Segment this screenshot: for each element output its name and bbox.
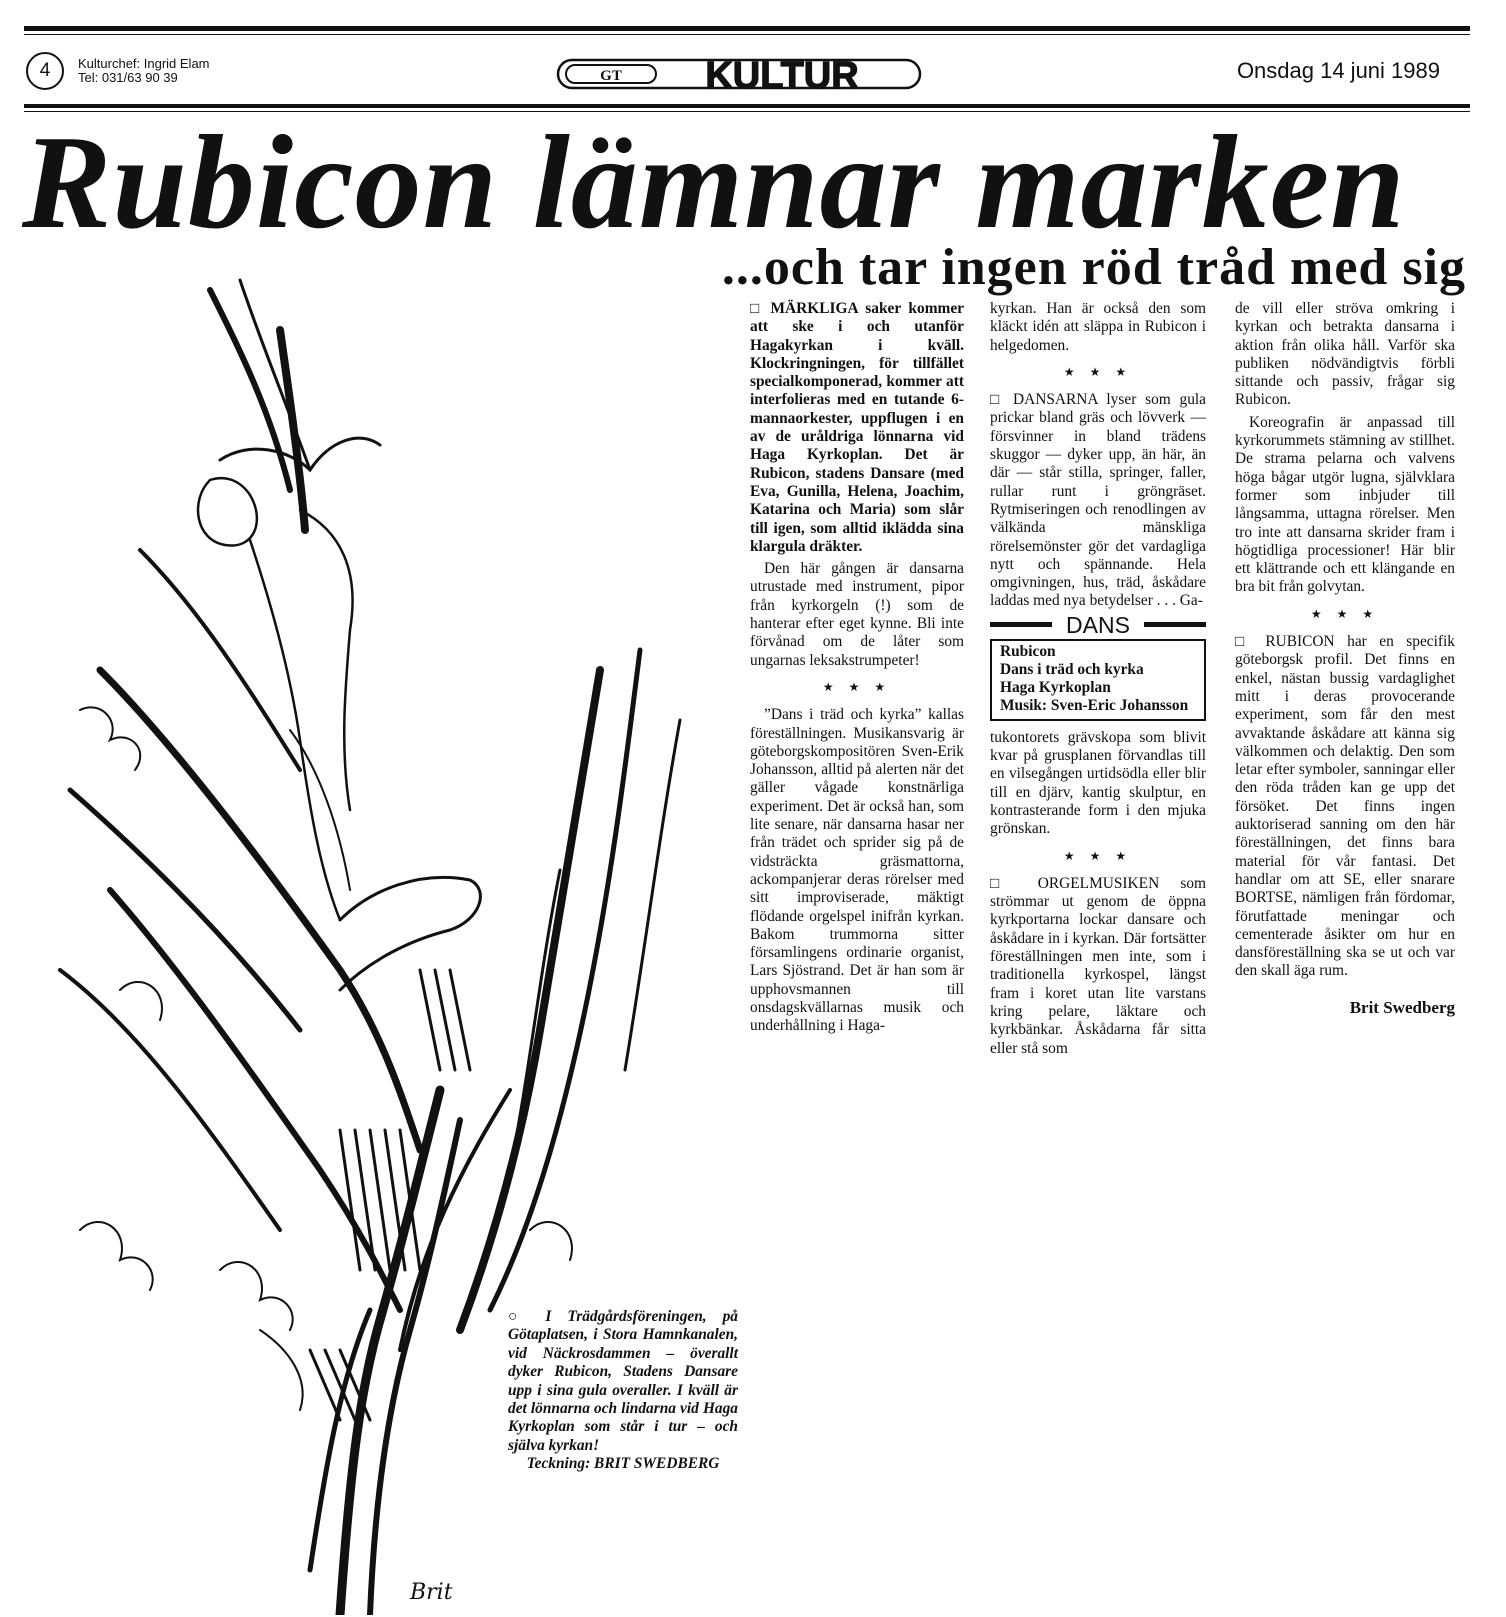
article-column-1 [750, 300, 964, 1040]
paragraph: de vill eller ströva omkring i kyrkan och betrakta dansarna i aktion från olika håll. Varför ska publiken nödvändigtvis förbli sittande och passiv, frågar sig Rubicon. [1235, 300, 1455, 409]
paragraph: Den här gången är dansarna utrustade med instrument, pipor från kyrkorgeln (!) som de hanterar efter eget kynne. Bli inte förvånad om de låter som ungarnas leksakstrumpeter! [750, 560, 964, 669]
paragraph: □ RUBICON har en specifik göteborgsk profil. Det finns en enkel, nästan bussig vardaglighet mitt i deras provocerande experiment, som får den mest avvaktande åskådare att känna sig välkommen och delaktig. Den som letar efter symboler, sanningar eller den röda tråden kan ge upp det försöket. Det finns ingen auktoriserad sanning om den här föreställningen, det finns bara material för vår fantasi. Det handlar om att SE, eller snarare BORTSE, nämligen från fördomar, förutfattade meningar och cementerade åsikter om hur en dansföreställning ska se ut och var den skall äga rum. [1235, 633, 1455, 980]
paragraph: □ ORGELMUSIKEN som strömmar ut genom de öppna kyrkportarna lockar dansare och åskådare in i kyrkan. Där fortsätter föreställningen men inte, som i traditionella kyrkospel, längst fram i koret utan lite varstans kring pelare, läktare och kyrkbänkar. Åskådarna får sitta eller stå som [990, 874, 1206, 1057]
paragraph: tukontorets grävskopa som blivit kvar på grusplanen förvandlas till en vilsegången urtidsödla eller blir till en djärv, kantig skulptur, en kontrasterande form i den mjuka grönskan. [990, 728, 1206, 838]
factbox-label: DANS [1066, 611, 1130, 638]
paragraph: □ DANSARNA lyser som gula prickar bland gräs och lövverk — försvinner in bland trädens skuggor — dyker upp, än här, än där — står stilla, springer, faller, rullar runt i gröngräset. Rytmiseringen och renodlingen av välkända mänskliga rörelsemönster gör det vardagliga nytt och spännande. Hela omgivningen, hus, träd, åskådare laddas med nya betydelser . . . Ga- [990, 391, 1206, 610]
factbox [990, 639, 1206, 721]
paragraph: ”Dans i träd och kyrka” kallas föreställningen. Musikansvarig är göteborgskompositören Sven-Erik Johansson, alltid på alerten när det gäller vågade konstnärliga experiment. Det är också han, som lite senare, när dansarna hasar ner från trädet och sprider sig på de vidsträckta gräsmattorna, ackompanjerar deras rörelser med sitt improviserade, mäktigt flödande orgelspel inifrån kyrkan. Bakom trummorna sitter församlingens ordinarie organist, Lars Sjöstrand. Det är han som är upphovsmannen till onsdagskvällarnas musik och underhållning i Haga- [750, 706, 964, 1035]
logo-kultur: KULTUR [705, 56, 859, 92]
top-rule-thick [24, 26, 1470, 31]
paragraph: kyrkan. Han är också den som kläckt idén att släppa in Rubicon i helgedomen. [990, 300, 1206, 354]
section-divider-stars: ★ ★ ★ [1063, 848, 1133, 863]
factbox-header [990, 611, 1206, 638]
section-divider-stars: ★ ★ ★ [1063, 364, 1133, 379]
article-column-3 [1235, 300, 1455, 1017]
caption-credit: Teckning: BRIT SWEDBERG [526, 1455, 720, 1473]
lead-paragraph: □ MÄRKLIGA saker kommer att ske i och utanför Hagakyrkan i kväll. Klockringningen, för tillfället specialkomponerad, kommer att interfolieras med en tutande 6-mannaorkester, uppflugen i en av de uråldriga lönnarna vid Haga Kyrkoplan. Det är Rubicon, stadens Dansare (med Eva, Gunilla, Helena, Joachim, Katarina och Maria) som slår till igen, som alltid iklädda sina klargula dräkter. [750, 300, 964, 555]
page-number: 4 [26, 52, 64, 90]
editor-name: Kulturchef: Ingrid Elam [78, 56, 210, 71]
factbox-line: Dans i träd och kyrka [1000, 660, 1144, 678]
byline: Brit Swedberg [1349, 997, 1455, 1017]
editor-phone: Tel: 031/63 90 39 [78, 70, 178, 85]
subhead: ...och tar ingen röd tråd med sig [721, 239, 1466, 296]
artist-signature: Brit [410, 1580, 453, 1605]
gt-kultur-logo [556, 56, 924, 92]
section-divider-stars: ★ ★ ★ [822, 679, 892, 694]
headline: Rubicon lämnar marken [22, 108, 1406, 256]
image-caption [508, 1308, 738, 1474]
factbox-line: Rubicon [1000, 642, 1056, 660]
caption-text: ○ I Trädgårdsföreningen, på Götaplatsen, i Stora Hamnkanalen, vid Näckrosdammen – överallt dyker Rubicon, Stadens Dansare upp i sina gula overaller. I kväll är det lönnarna och lindarna vid Haga Kyrkoplan som står i tur – och själva kyrkan! [508, 1308, 738, 1454]
top-rule-thin [24, 34, 1470, 35]
editor-info [78, 57, 210, 85]
article-column-2 [990, 300, 1206, 1062]
factbox-line: Haga Kyrkoplan [1000, 678, 1111, 696]
section-divider-stars: ★ ★ ★ [1310, 606, 1380, 621]
issue-date: Onsdag 14 juni 1989 [1236, 58, 1440, 83]
factbox-line: Musik: Sven-Eric Johansson [1000, 696, 1189, 714]
logo-gt: GT [600, 68, 622, 84]
paragraph: Koreografin är anpassad till kyrkorummets stämning av stillhet. De strama pelarna och valvens höga bågar utgör lugna, självklara former som inbjuder till långsamma, uttagna rörelser. Men tro inte att dansarna skrider fram i högtidliga processioner! Här blir ett klättrande och ett klängande en bra bit från golvytan. [1235, 413, 1455, 596]
